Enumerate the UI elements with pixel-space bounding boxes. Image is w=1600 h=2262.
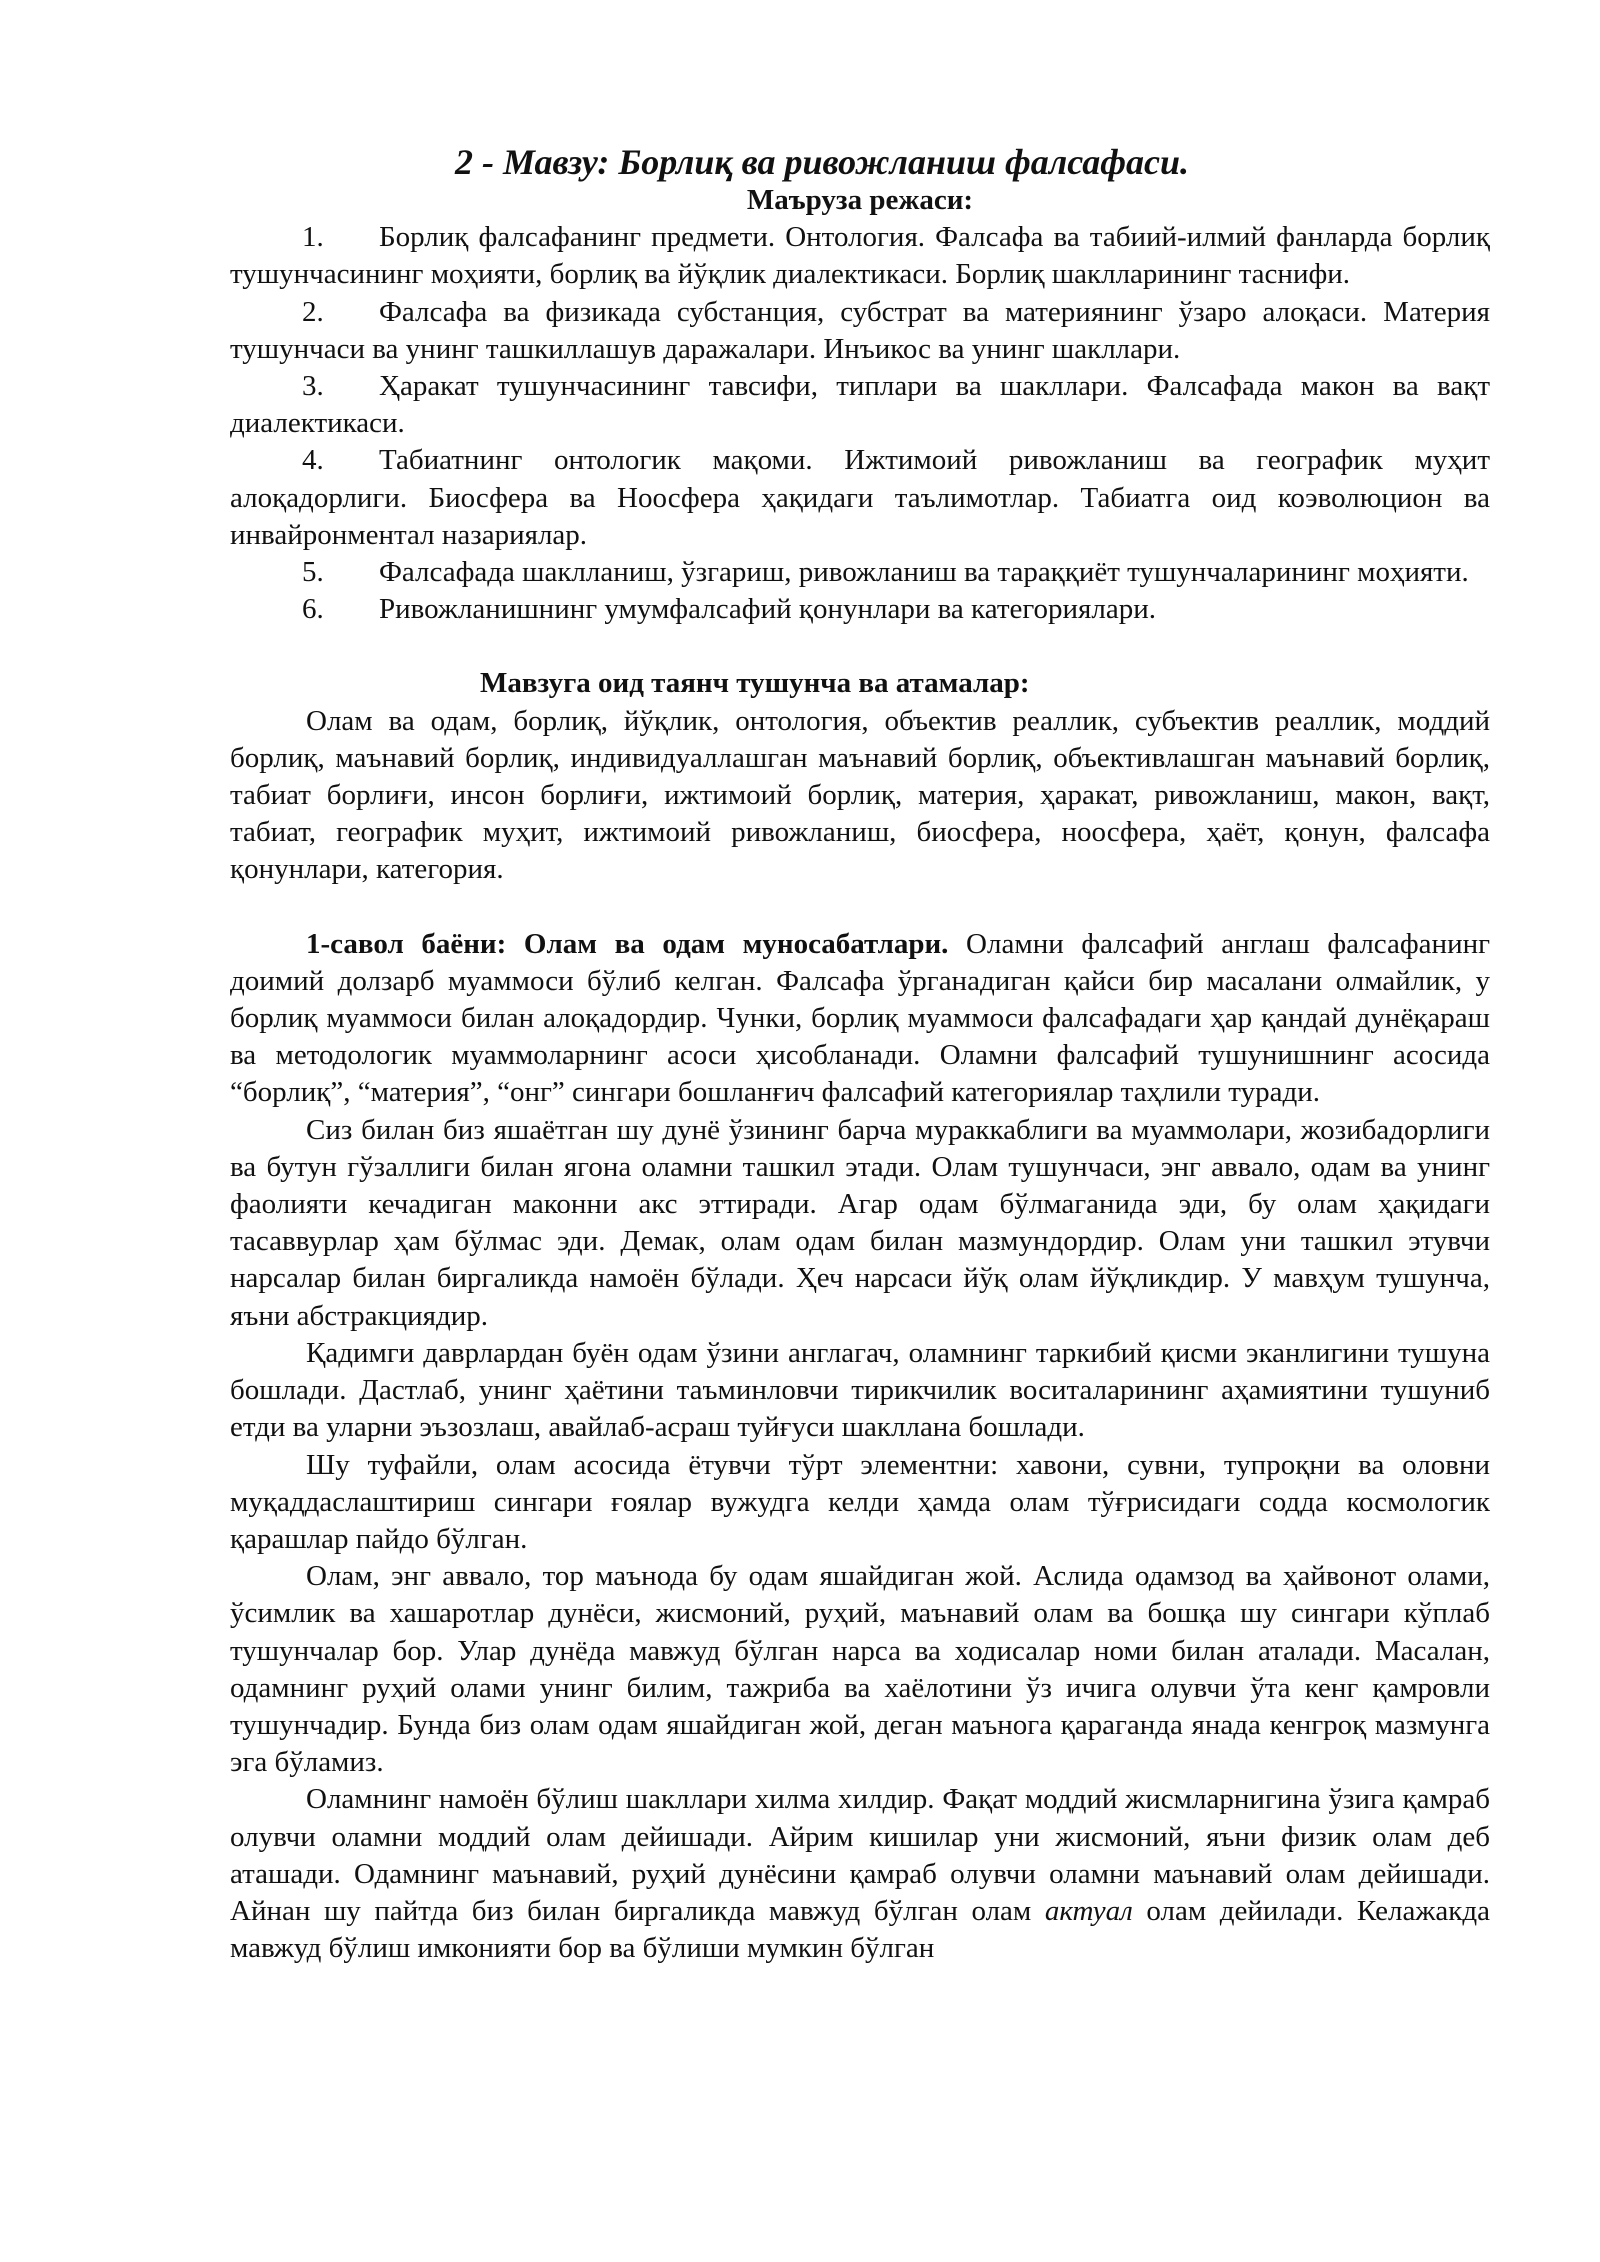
plan-item [230, 554, 1490, 591]
body-paragraph: Олам, энг аввало, тор маънода бу одам яшайдиган жой. Аслида одамзод ва ҳайвонот олами, ўсимлик ва хашаротлар дунёси, жисмоний, руҳий, маънавий олам ва бошқа шу сингари кўплаб тушунчалар бор. Улар дунёда мавжуд бўлган нарса ва ходисалар номи билан аталади. Масалан, одамнинг руҳий олами унинг билим, тажриба ва хаёлотини ўз ичига олувчи ўта кенг қамровли тушунчадир. Бунда биз олам одам яшайдиган жой, деган маънога қараганда янада кенгроқ мазмунга эга бўламиз. [230, 1560, 1490, 1779]
lecture-title: 2 - Мавзу: Борлиқ ва ривожланиш фалсафаси. [455, 142, 1190, 182]
plan-item-text: Фалсафа ва физикада субстанция, субстрат ва материянинг ўзаро алоқаси. Материя тушунчаси ва унинг ташкиллашув даражалари. Инъикос ва унинг шакллари. [230, 295, 1490, 365]
plan-item-number: 5. [302, 556, 324, 589]
plan-item-number: 4. [302, 444, 324, 477]
plan-item [230, 442, 1490, 554]
body-paragraph: Сиз билан биз яшаётган шу дунё ўзининг барча мураккаблиги ва муаммолари, жозибадорлиги ва бутун гўзаллиги билан ягона оламни ташкил этади. Олам тушунчаси, энг аввало, одам ва унинг фаолияти кечадиган маконни акс эттиради. Агар одам бўлмаганида эди, бу олам ҳақидаги тасаввурлар ҳам бўлмас эди. Демак, олам одам билан мазмундордир. Олам уни ташкил этувчи нарсалар билан биргаликда намоён бўлади. Ҳеч нарсаси йўқ олам йўқликдир. У мавҳум тушунча, яъни абстракциядир. [230, 1113, 1490, 1332]
plan-item [230, 591, 1490, 628]
spacer [230, 889, 1490, 926]
body-paragraph: Шу туфайли, олам асосида ётувчи тўрт элементни: хавони, сувни, тупроқни ва оловни муқаддаслаштириш сингари ғоялар вужудга келди ҳамда олам тўғрисидаги содда космологик қарашлар пайдо бўлган. [230, 1448, 1490, 1555]
body-paragraph-last [230, 1781, 1490, 1967]
plan-item-text: Табиатнинг онтологик мақоми. Ижтимоий ривожланиш ва географик муҳит алоқадорлиги. Биосфера ва Ноосфера ҳақидаги таълимотлар. Табиатга оид коэволюцион ва инвайронментал назариялар. [230, 444, 1490, 551]
plan-item-number: 1. [302, 221, 324, 254]
spacer [230, 628, 1490, 665]
plan-item-text: Фалсафада шаклланиш, ўзгариш, ривожланиш ва тараққиёт тушунчаларининг моҳияти. [379, 556, 1469, 589]
question1-paragraph [230, 926, 1490, 1112]
body-paragraph: Қадимги даврлардан буён одам ўзини англагач, оламнинг таркибий қисми эканлигини тушуна бошлади. Дастлаб, унинг ҳаётини таъминловчи тирикчилик воситаларининг аҳамиятини тушуниб етди ва уларни эъзозлаш, авайлаб-асраш туйғуси шакллана бошлади. [230, 1336, 1490, 1444]
plan-item-text: Борлиқ фалсафанинг предмети. Онтология. Фалсафа ва табиий-илмий фанларда борлиқ тушунчасининг моҳияти, борлиқ ва йўқлик диалектикаси. Борлиқ шаклларининг таснифи. [230, 221, 1490, 291]
question1-intro: Оламни фалсафий англаш фалсафанинг доимий долзарб муаммоси бўлиб келган. Фалсафа ўрганадиган қайси бир масалани олмайлик, у борлиқ муаммоси билан алоқадордир. Чунки, борлиқ муаммоси фалсафадаги ҳар қандай дунёқараш ва методологик муаммоларнинг асоси ҳисобланади. Оламни фалсафий тушунишнинг асосида “борлиқ”, “материя”, “онг” сингари бошланғич фалсафий категориялар таҳлили туради. [230, 927, 1490, 1109]
last-paragraph-text-end: олам дейилади. Келажакда мавжуд бўлиш имконияти бор ва бўлиши мумкин бўлган [230, 1894, 1490, 1965]
plan-item-number: 6. [302, 593, 324, 626]
plan-item-number: 2. [302, 295, 324, 328]
plan-item [230, 368, 1490, 442]
document-page [230, 142, 1490, 1967]
terms-heading: Мавзуга оид таянч тушунча ва атамалар: [480, 667, 1030, 700]
last-paragraph-text: Оламнинг намоён бўлиш шакллари хилма хилдир. Фақат моддий жисмларнигина ўзига қамраб олувчи оламни моддий олам дейишади. Айрим кишилар уни жисмоний, яъни физик олам деб аташади. Одамнинг маънавий, руҳий дунёсини қамраб олувчи оламни маънавий олам дейишади. Айнан шу пайтда биз билан биргаликда мавжуд бўлган олам [230, 1783, 1490, 1927]
terms-paragraph: Олам ва одам, борлиқ, йўқлик, онтология, объектив реаллик, субъектив реаллик, моддий борлиқ, маънавий борлиқ, индивидуаллашган маънавий борлиқ, объективлашган маънавий борлиқ, табиат борлиғи, инсон борлиғи, ижтимоий борлиқ, материя, ҳаракат, ривожланиш, макон, вақт, табиат, географик муҳит, ижтимоий ривожланиш, биосфера, ноосфера, ҳаёт, қонун, фалсафа қонунлари, категория. [230, 704, 1490, 886]
plan-item-text: Ҳаракат тушунчасининг тавсифи, типлари ва шакллари. Фалсафада макон ва вақт диалектикаси. [230, 370, 1490, 440]
plan-item [230, 219, 1490, 293]
italic-term: актуал [1044, 1894, 1133, 1927]
plan-item [230, 294, 1490, 368]
plan-list [230, 219, 1490, 628]
plan-heading: Маъруза режаси: [746, 184, 974, 216]
question1-heading: 1-савол баёни: Олам ва одам муносабатлари. [306, 927, 949, 960]
plan-item-number: 3. [302, 370, 324, 403]
plan-item-text: Ривожланишнинг умумфалсафий қонунлари ва категориялари. [379, 593, 1157, 626]
